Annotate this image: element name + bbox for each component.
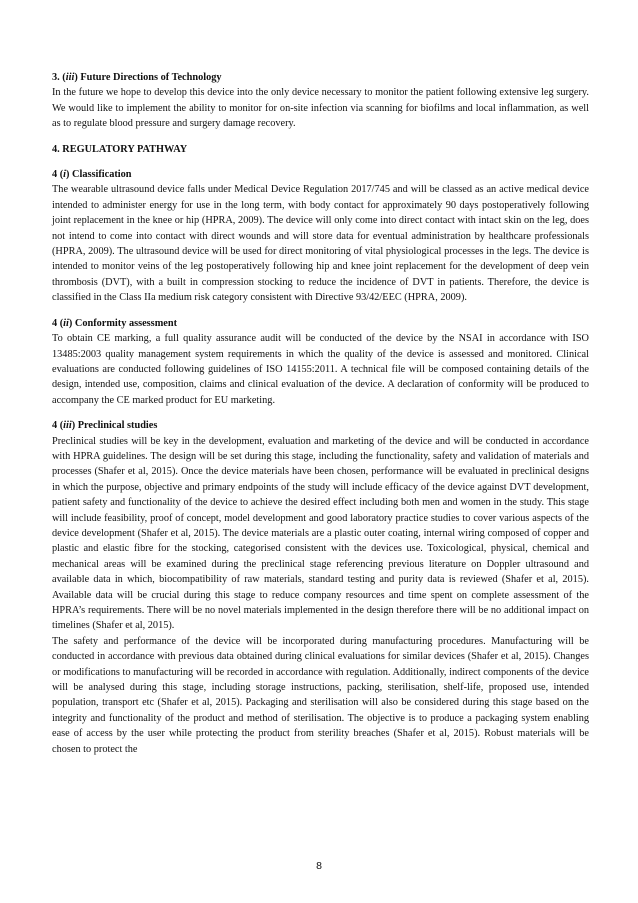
paragraph: In the future we hope to develop this device into the only device necessary to monitor the patient following extensive leg surgery. We would like to implement the ability to monitor for on-site infection via scanning for biofilms and local inflammation, as well as to regulate blood pressure and surgery damage recovery. <box>52 87 589 130</box>
section-heading: 4 (ii) Conformity assessment <box>52 317 177 329</box>
section-heading: 3. (iii) Future Directions of Technology <box>52 72 222 83</box>
paragraph: The safety and performance of the device will be incorporated during manufacturing procedures. Manufacturing will be conducted in accordance with previous data obtained during clinical evaluations for similar devices (Shafer et al, 2015). Changes or modifications to manufacturing will be recorded in accordance with regulation. Additionally, indirect components of the device will be analysed during this stage, including storage instructions, packing, sterilisation, shelf-life, proposed use, intended population, transport etc (Shafer et al, 2015). Packaging and sterilisation will also be considered during this stage based on the integrity and functionality of the product and method of sterilisation. The objective is to produce a packaging system enabling ease of access by the user while protecting the product from sterility breaches (Shafer et al, 2015). Robust materials will be chosen to protect the <box>52 635 589 755</box>
section-heading: 4 (iii) Preclinical studies <box>52 420 158 432</box>
section-preclinical-studies <box>52 418 589 757</box>
section-heading: 4. REGULATORY PATHWAY <box>52 143 188 155</box>
paragraph: Preclinical studies will be key in the development, evaluation and marketing of the device and will be conducted in accordance with HPRA guidelines. The design will be set during this stage, including the functionality, safety and validation of materials and processes (Shafer et al, 2015). Once the device materials have been chosen, performance will be evaluated in preclinical designs in which the purpose, objective and primary endpoints of the study will include efficacy of the device against DVT development, patient safety and functionality of the device to achieve the desired effect including both men and women in the study. This stage will include feasibility, proof of concept, model development and good laboratory practice studies to cover various aspects of the device development (Shafer et al, 2015). The device materials are a plastic outer coating, internal wiring composed of copper and plastic and elastic fibre for the stocking, categorised consistent with the devices use. Toxicological, physical, chemical and mechanical areas will be examined during the preclinical stage referencing previous literature on Doppler ultrasound and available data in which, biocompatibility of raw materials, standard testing and purity data is reviewed (Shafer et al, 2015). Available data will be crucial during this stage to reduce company resources and time spent on complete assessment of the HPRA’s requirements. There will be no novel materials implemented in the design therefore there will be no additional impact on timelines (Shafer et al, 2015). <box>52 435 589 632</box>
paragraph: To obtain CE marking, a full quality assurance audit will be conducted of the device by the NSAI in accordance with ISO 13485:2003 quality management system requirements in which the quality of the device is assessed and monitored. Clinical evaluations are conducted following guidelines of ISO 14155:2011. A technical file will be composed containing details of the design, intended use, composition, claims and clinical evaluation of the device. A declaration of conformity will be produced to accompany the CE marked product for EU marketing. <box>52 333 589 406</box>
section-regulatory-pathway <box>52 142 589 157</box>
section-conformity-assessment <box>52 316 589 408</box>
section-future-directions <box>52 70 589 132</box>
section-classification <box>52 167 589 306</box>
page-number: 8 <box>316 860 322 872</box>
paragraph: The wearable ultrasound device falls under Medical Device Regulation 2017/745 and will be classed as an active medical device intended to administer energy for use in the long term, with body contact for approximately 90 days postoperatively following joint replacement in the knee or hip (HPRA, 2009). The device will only come into direct contact with intact skin on the leg, does not intend to come into contact with direct wounds and will store data for eventual administration by healthcare professionals (HPRA, 2009). The ultrasound device will be used for direct monitoring of vital physiological processes in the legs. The device is intended to monitor veins of the leg postoperatively following hip and knee joint replacement for the development of deep vein thrombosis (DVT), with a built in compression stocking to reduce the incidence of DVT in patients. Therefore, the device is classified in the Class IIa medium risk category consistent with Directive 93/42/EEC (HPRA, 2009). <box>52 184 589 304</box>
section-heading: 4 (i) Classification <box>52 169 132 181</box>
